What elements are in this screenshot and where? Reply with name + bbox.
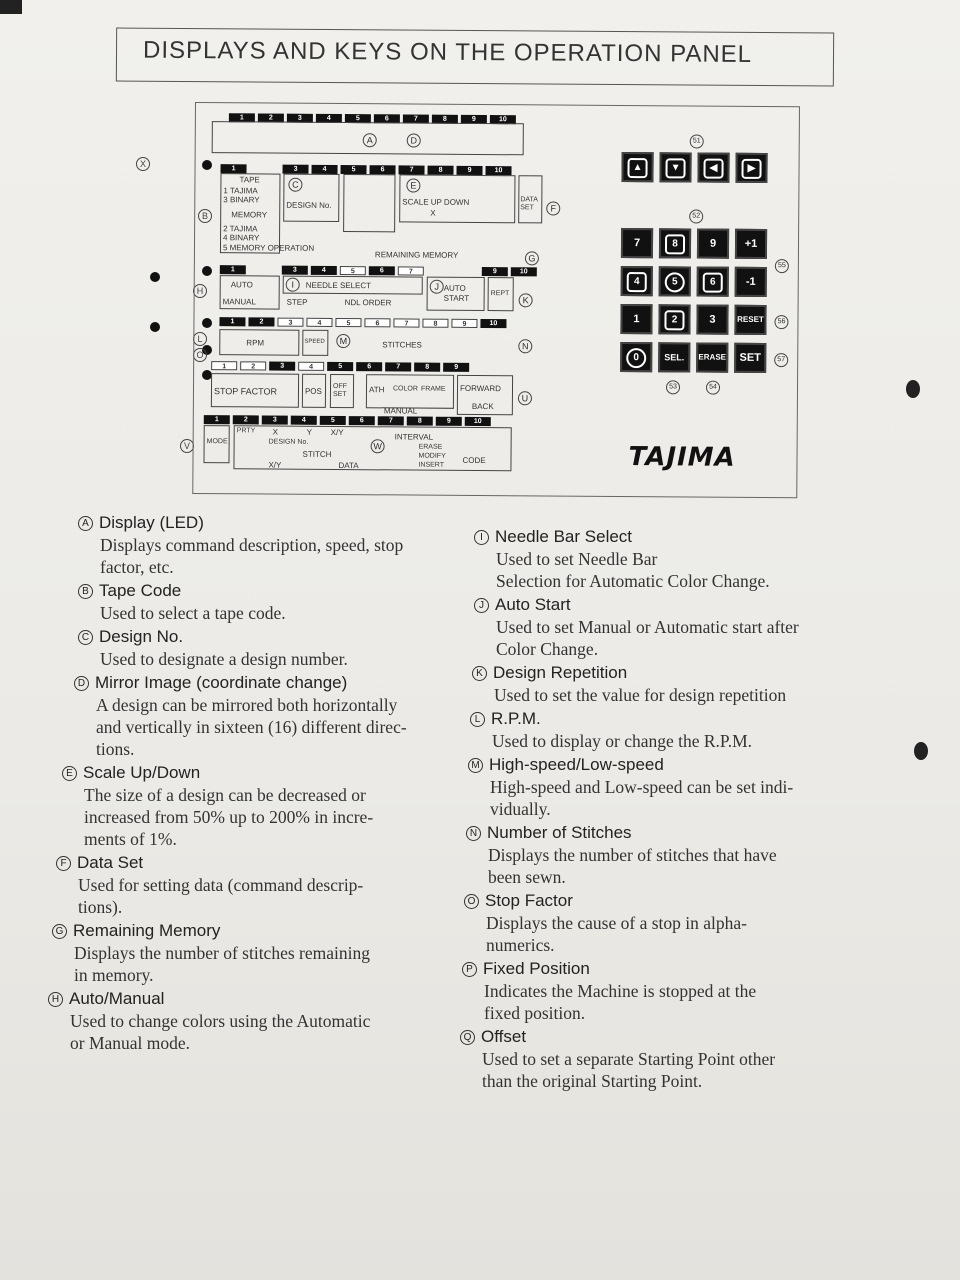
item-description-line: Used to designate a design number. [100,649,348,669]
number-key: 6 [349,416,375,425]
number-key: 8 [422,319,448,328]
key-2[interactable]: 2 [658,304,690,334]
indicator-dot [150,322,160,332]
led-display [212,121,524,155]
number-key: 5 [335,318,361,327]
number-key: 8 [427,166,453,175]
side-letter-h: H [193,283,207,298]
number-key: 6 [356,362,382,371]
number-key: 9 [482,267,508,276]
item-description-line: Used to set the value for design repetition [494,685,787,705]
item-letter-badge: P [462,962,477,977]
step-label: STEP [286,297,308,307]
number-key: 3 [269,362,295,371]
item-term [52,920,458,942]
item-description-line: Used to change colors using the Automatic [70,1011,371,1031]
right-description-column [463,526,854,1094]
item-term-text: Fixed Position [483,959,590,978]
speed-box [302,330,328,356]
color-label: COLOR [392,385,418,393]
number-key: 9 [456,166,482,175]
item-term [470,708,854,730]
callout-54: 54 [706,381,720,395]
auto-start-box [427,277,485,311]
item-term [468,754,854,776]
stop-factor-label: STOP FACTOR [213,386,278,397]
number-key: 1 [229,113,255,122]
number-key: 7 [378,416,404,425]
item-letter-badge: I [474,530,489,545]
item-term [474,526,854,548]
item-term [74,672,458,694]
item-description-line: Displays the number of stitches remaining [74,943,370,963]
number-key: 4 [312,165,338,174]
item-description-line: Used to select a tape code. [100,603,286,623]
callout-f: F [546,201,560,215]
number-key: 5 [341,165,367,174]
forward-back-box [457,375,513,415]
item-term-text: Scale Up/Down [83,763,201,782]
number-key: 9 [443,363,469,372]
number-key: 6 [370,165,396,174]
offset-label: OFF SET [332,382,348,399]
operation-panel-diagram [192,102,800,498]
left-description-column [51,512,458,1056]
item-description-line: The size of a design can be decreased or [84,785,366,805]
description-item [52,920,458,986]
item-term-text: Remaining Memory [73,921,221,940]
item-description-line: tions). [78,897,123,917]
description-item [470,708,854,752]
tape-options: 1 TAJIMA 3 BINARY [223,186,260,205]
number-key: 2 [233,415,259,424]
item-description-line: factor, etc. [100,557,174,577]
needle-select-label: NEEDLE SELECT [305,280,372,291]
number-key: 8 [407,416,433,425]
rept-box [488,277,514,311]
item-description-line: Used to display or change the R.P.M. [492,731,753,751]
item-term [56,852,458,874]
modify-label: MODIFY [418,452,446,460]
interval-label: INTERVAL [394,432,434,442]
key-0[interactable]: 0 [620,342,652,372]
number-key: 8 [414,363,440,372]
item-term-text: Offset [481,1027,527,1046]
side-letter-l: L [193,331,207,346]
number-key: 3 [283,165,309,174]
number-key: 6 [374,114,400,123]
item-term-text: Stop Factor [485,891,573,910]
memory-label: MEMORY [231,210,268,220]
number-key: 9 [451,319,477,328]
description-item [74,672,458,760]
number-key: 10 [485,166,511,175]
number-key: 4 [291,416,317,425]
item-description-line: fixed position. [484,1003,586,1023]
description-item [474,526,854,592]
side-letter-b: B [198,208,212,223]
code-label: CODE [462,455,486,466]
callout-d: D [407,133,421,147]
callout-51: 51 [690,134,704,148]
callout-n: N [518,339,532,353]
mode-label: MODE [206,438,228,446]
side-letter-v: V [180,438,194,453]
minus-one-button[interactable]: -1 [735,267,767,297]
right-arrow-button[interactable]: ▶ [735,153,767,183]
number-key: 5 [340,266,366,275]
item-description-line: A design can be mirrored both horizontally [96,695,398,715]
item-letter-badge: O [464,894,479,909]
description-item [78,580,458,624]
callout-e: E [406,178,420,192]
number-key: 4 [298,362,324,371]
set-button[interactable]: SET [734,343,766,373]
item-term [460,1026,854,1048]
item-letter-badge: B [78,584,93,599]
auto-manual-box [220,275,280,309]
item-description-line: Used to set a separate Starting Point other [482,1049,776,1069]
sel-button[interactable]: SEL. [658,342,690,372]
description-item [462,958,854,1024]
callout-56: 56 [774,315,788,329]
forward-label: FORWARD [459,383,501,394]
number-key: 7 [385,362,411,371]
item-term-text: Mirror Image (coordinate change) [95,673,348,692]
plus-one-button[interactable]: +1 [735,229,767,259]
number-key: 3 [262,415,288,424]
key-7[interactable]: 7 [621,228,653,258]
callout-55: 55 [775,259,789,273]
speed-label: SPEED [304,338,325,345]
item-term-text: Data Set [77,853,144,872]
number-key: 7 [403,114,429,123]
mirror-grid-box [343,174,395,232]
tape-options-2: 2 TAJIMA 4 BINARY [223,224,260,243]
item-term-text: Display (LED) [99,513,204,532]
item-term-text: High-speed/Low-speed [489,755,664,774]
item-description-line: vidually. [490,799,551,819]
key-5[interactable]: 5 [659,266,691,296]
y-label: Y [306,427,313,437]
punch-hole [914,742,928,760]
number-key: 4 [316,114,342,123]
item-term [78,626,458,648]
number-key: 10 [511,267,537,276]
mode-box [203,425,229,463]
side-letter-o: O [193,347,207,362]
reset-button[interactable]: RESET [734,305,766,335]
xy-label: X/Y [330,427,344,438]
item-term-text: Design No. [99,627,184,646]
item-term [464,890,854,912]
pos-label: POS [304,386,322,396]
row3-number-keys [219,317,506,328]
item-description-line: Selection for Automatic Color Change. [496,571,770,591]
number-key: 4 [311,266,337,275]
description-item [464,890,854,956]
number-key: 5 [320,416,346,425]
item-description-line: Used for setting data (command descrip- [78,875,364,895]
scale-label: SCALE UP DOWN [402,197,470,207]
item-description-line: Displays the cause of a stop in alpha- [486,913,747,933]
item-term [472,662,854,684]
bottom-functions-box [233,425,511,471]
item-letter-badge: F [56,856,71,871]
number-key: 1 [211,361,237,370]
item-letter-badge: K [472,666,487,681]
number-key: 2 [240,361,266,370]
number-key: 10 [465,417,491,426]
callout-w: W [371,439,385,453]
description-item [62,762,458,850]
title-box [116,27,834,86]
callout-a: A [363,133,377,147]
ath-label: ATH [368,385,385,395]
item-description-line: Displays the number of stitches that have [488,845,777,865]
item-description-line: Indicates the Machine is stopped at the [484,981,757,1001]
number-key: 3 [282,266,308,275]
number-key: 9 [461,115,487,124]
item-description-line: and vertically in sixteen (16) different direc- [96,717,407,737]
description-item [78,626,458,670]
erase-label: ERASE [418,443,443,451]
item-term-text: Auto Start [495,595,571,614]
prty-label: PRTY [236,427,256,435]
item-letter-badge: C [78,630,93,645]
callout-57: 57 [774,353,788,367]
item-term [48,988,458,1010]
description-item [460,1026,854,1092]
description-item [472,662,854,706]
item-description-line: in memory. [74,965,154,985]
callout-c: C [288,178,302,192]
item-description-line: been sewn. [488,867,566,887]
callout-m: M [336,334,350,348]
number-key: 8 [432,115,458,124]
auto-label: AUTO [230,280,253,290]
stitches-label: STITCHES [382,340,422,350]
item-description-line: High-speed and Low-speed can be set indi- [490,777,794,797]
scale-box [399,174,515,223]
number-key: 7 [398,165,424,174]
indicator-dot [150,272,160,282]
erase-button[interactable]: ERASE [696,343,728,373]
callout-52: 52 [689,209,703,223]
item-term [62,762,458,784]
item-letter-badge: D [74,676,89,691]
item-letter-badge: N [466,826,481,841]
item-description-line: Used to set Needle Bar [496,549,658,569]
number-key: 3 [277,318,303,327]
item-term [474,594,854,616]
ndl-order-label: NDL ORDER [344,298,392,308]
item-letter-badge: H [48,992,63,1007]
item-description-line: tions. [96,739,135,759]
item-description-line: numerics. [486,935,555,955]
number-key: 1 [220,265,246,274]
number-key: 5 [327,362,353,371]
frame-label: FRAME [420,385,446,393]
data-set-box [518,175,542,223]
side-letter-x: X [136,156,150,171]
page-corner-mark [0,0,22,14]
item-letter-badge: G [52,924,67,939]
ath-color-frame-box [366,374,454,409]
item-term-text: Auto/Manual [69,989,165,1008]
memory-operation-label: 5 MEMORY OPERATION [222,243,315,253]
item-description-line: than the original Starting Point. [482,1071,703,1091]
item-term [78,580,458,602]
design-no-label: DESIGN No. [286,200,332,210]
rpm-label: RPM [246,338,265,348]
description-item [466,822,854,888]
insert-label: INSERT [418,461,445,469]
remaining-memory-label: REMAINING MEMORY [374,250,459,260]
item-term-text: R.P.M. [491,709,541,728]
stitch-label: STITCH [302,449,332,459]
needle-select-box [283,276,423,295]
auto-start-label: AUTO START [443,283,470,303]
key-9[interactable]: 9 [697,229,729,259]
description-item [78,512,458,578]
number-key: 6 [369,266,395,275]
item-description-line: Color Change. [496,639,599,659]
number-key: 3 [287,114,313,123]
number-key: 5 [345,114,371,123]
item-term-text: Needle Bar Select [495,527,633,546]
data-set-label: DATA SET [520,196,538,212]
callout-k: K [519,293,533,307]
tajima-logo: TAJIMA [628,442,736,473]
number-key: 1 [204,415,230,424]
scale-x-label: X [430,208,436,218]
item-term [462,958,854,980]
back-label: BACK [471,401,494,412]
description-item [468,754,854,820]
down-arrow-button[interactable]: ▼ [659,152,691,182]
stop-factor-box [211,373,299,408]
page-title: DISPLAYS AND KEYS ON THE OPERATION PANEL [142,36,753,68]
number-key: 7 [393,318,419,327]
x-label: X [272,427,279,437]
row4-number-keys [211,361,469,372]
number-key: 10 [490,115,516,124]
callout-u: U [518,391,532,405]
number-key: 7 [398,266,424,275]
item-term-text: Tape Code [99,581,182,600]
design-no-row5-label: DESIGN No. [268,438,309,446]
item-description-line: Displays command description, speed, stop [100,535,404,555]
item-letter-badge: E [62,766,77,781]
punch-hole [906,380,920,398]
item-term-text: Design Repetition [493,663,628,682]
item-letter-badge: Q [460,1030,475,1045]
design-no-box [283,174,339,222]
up-arrow-button[interactable]: ▲ [621,152,653,182]
item-description-line: ments of 1%. [84,829,177,849]
manual-row4-label: MANUAL [383,406,418,416]
callout-53: 53 [666,380,680,394]
description-item [48,988,458,1054]
item-term [78,512,458,534]
key-4[interactable]: 4 [621,266,653,296]
pos-box [302,374,326,408]
number-key: 4 [306,318,332,327]
offset-box [330,374,354,408]
data-label: DATA [338,461,359,471]
callout-i: I [286,278,300,292]
left-arrow-button[interactable]: ◀ [697,153,729,183]
key-6[interactable]: 6 [697,267,729,297]
key-8[interactable]: 8 [659,228,691,258]
item-letter-badge: A [78,516,93,531]
callout-j: J [430,280,444,294]
key-1[interactable]: 1 [620,304,652,334]
number-key: 9 [436,417,462,426]
item-letter-badge: M [468,758,483,773]
item-description-line: Used to set Manual or Automatic start after [496,617,799,637]
number-key: 2 [258,113,284,122]
item-term-text: Number of Stitches [487,823,632,842]
number-key: 2 [248,317,274,326]
number-key: 10 [480,319,506,328]
number-key: 1 [221,164,247,173]
manual-label: MANUAL [222,297,256,307]
number-key: 1 [219,317,245,326]
item-description-line: or Manual mode. [70,1033,191,1053]
item-letter-badge: J [474,598,489,613]
callout-g: G [525,251,539,265]
rept-label: REPT [490,290,510,298]
description-item [474,594,854,660]
key-3[interactable]: 3 [696,305,728,335]
number-key: 6 [364,318,390,327]
xy2-label: X/Y [268,460,282,470]
item-term [466,822,854,844]
rpm-box [219,329,299,356]
tape-label: TAPE [239,175,260,185]
description-item [56,852,458,918]
item-letter-badge: L [470,712,485,727]
item-description-line: increased from 50% up to 200% in incre- [84,807,374,827]
